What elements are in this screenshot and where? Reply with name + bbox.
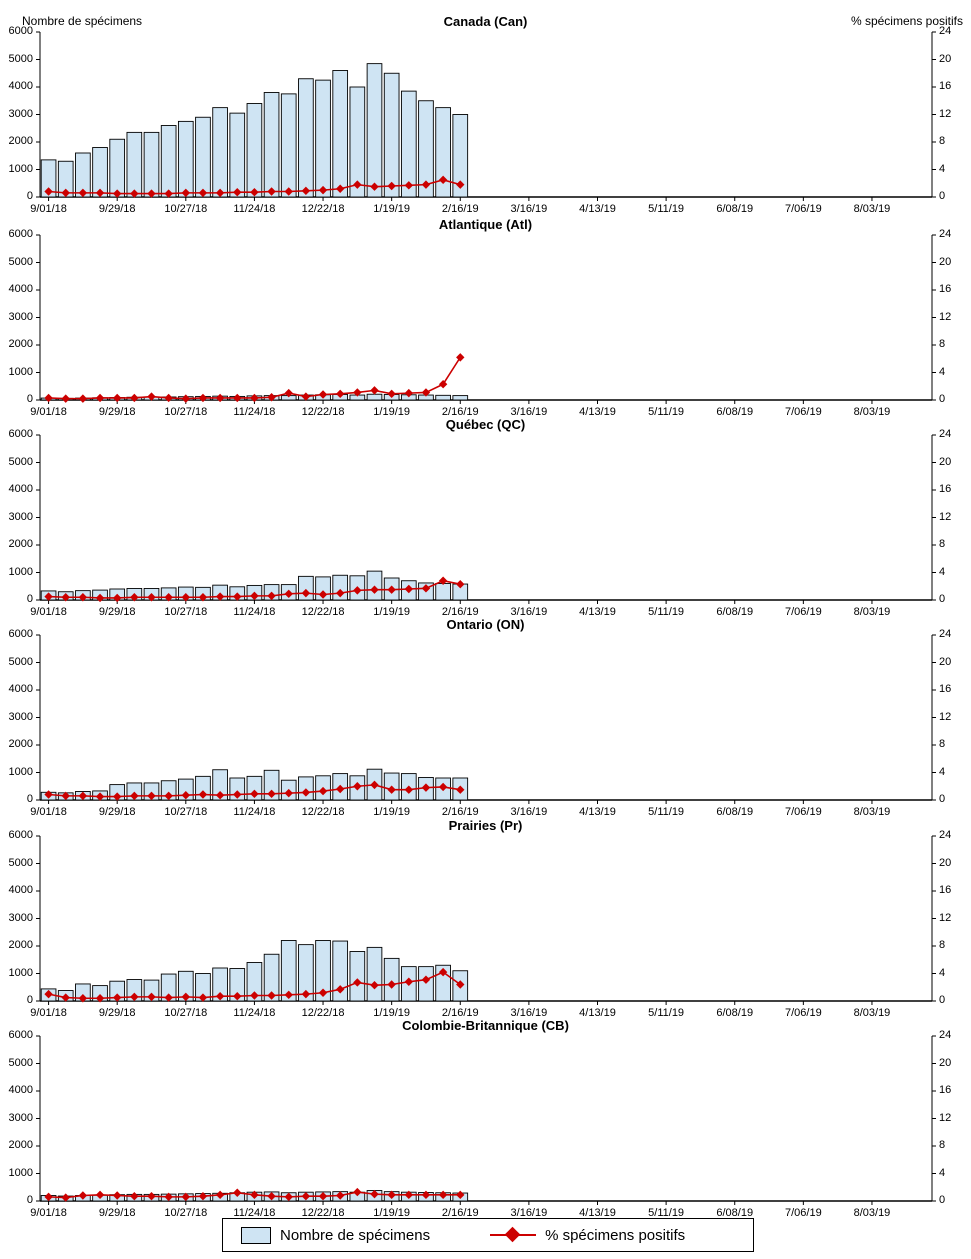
x-axis-tick: 11/24/18 xyxy=(233,203,276,215)
data-point-marker xyxy=(130,394,138,402)
y-axis-right-tick: 4 xyxy=(939,1166,946,1179)
y-axis-left-tick: 1000 xyxy=(8,162,33,175)
chart-panel xyxy=(0,1018,971,1218)
x-axis-tick: 12/22/18 xyxy=(301,806,345,818)
y-axis-right-tick: 8 xyxy=(939,135,946,147)
x-axis-tick: 3/16/19 xyxy=(510,606,548,618)
x-axis-tick: 2/16/19 xyxy=(441,806,479,818)
bar xyxy=(333,71,348,198)
chart-panel xyxy=(0,818,971,1018)
bar xyxy=(384,958,399,1001)
x-axis-tick: 8/03/19 xyxy=(853,203,891,215)
x-axis-tick: 6/08/19 xyxy=(716,1007,754,1019)
y-axis-left-tick: 4000 xyxy=(8,283,33,295)
y-axis-right-tick: 12 xyxy=(939,107,952,120)
plot-area xyxy=(0,417,971,617)
data-point-marker xyxy=(96,394,104,402)
x-axis-tick: 11/24/18 xyxy=(233,806,276,818)
y-axis-right-tick: 16 xyxy=(939,80,952,92)
x-axis-tick: 11/24/18 xyxy=(233,606,276,618)
bar xyxy=(367,64,382,197)
bar xyxy=(196,117,211,197)
x-axis-tick: 1/19/19 xyxy=(373,1007,410,1019)
x-axis-tick: 4/13/19 xyxy=(579,1007,616,1019)
x-axis-tick: 9/29/18 xyxy=(98,203,136,215)
y-axis-left-tick: 3000 xyxy=(8,107,33,120)
x-axis-tick: 9/29/18 xyxy=(98,406,136,418)
y-axis-right-tick: 20 xyxy=(939,455,952,468)
y-axis-right-tick: 0 xyxy=(939,393,946,405)
y-axis-right-tick: 24 xyxy=(939,628,952,640)
data-point-marker xyxy=(182,394,190,402)
bar xyxy=(230,113,245,197)
x-axis-tick: 7/06/19 xyxy=(784,1007,822,1019)
x-axis-tick: 2/16/19 xyxy=(441,606,479,618)
x-axis-tick: 9/29/18 xyxy=(98,606,136,618)
x-axis-tick: 10/27/18 xyxy=(164,806,208,818)
plot-area xyxy=(0,14,971,214)
x-axis-tick: 4/13/19 xyxy=(579,1207,616,1219)
bar xyxy=(453,396,468,400)
x-axis-tick: 12/22/18 xyxy=(301,1207,345,1219)
y-axis-right-tick: 24 xyxy=(939,25,952,37)
y-axis-left-tick: 1000 xyxy=(8,765,33,778)
data-point-marker xyxy=(44,394,52,402)
y-axis-left-tick: 4000 xyxy=(8,683,33,695)
x-axis-tick: 10/27/18 xyxy=(164,203,208,215)
y-axis-left-title: Nombre de spécimens xyxy=(22,14,143,28)
bar xyxy=(384,73,399,197)
x-axis-tick: 8/03/19 xyxy=(853,406,891,418)
y-axis-right-tick: 16 xyxy=(939,483,952,495)
y-axis-left-tick: 1000 xyxy=(8,565,33,578)
plot-area xyxy=(0,217,971,417)
x-axis-tick: 1/19/19 xyxy=(373,606,410,618)
bar xyxy=(144,132,159,197)
x-axis-tick: 2/16/19 xyxy=(441,406,479,418)
x-axis-tick: 2/16/19 xyxy=(441,1007,479,1019)
bar xyxy=(367,947,382,1001)
y-axis-right-tick: 12 xyxy=(939,510,952,523)
chart-panel xyxy=(0,617,971,817)
y-axis-left-tick: 6000 xyxy=(8,829,33,841)
x-axis-tick: 8/03/19 xyxy=(853,1207,891,1219)
x-axis-tick: 7/06/19 xyxy=(784,203,822,215)
y-axis-right-tick: 20 xyxy=(939,655,952,668)
y-axis-right-tick: 0 xyxy=(939,593,946,605)
y-axis-left-tick: 4000 xyxy=(8,483,33,495)
panel-title: Prairies (Pr) xyxy=(448,818,523,833)
x-axis-tick: 8/03/19 xyxy=(853,1007,891,1019)
bar xyxy=(436,395,451,400)
x-axis-tick: 7/06/19 xyxy=(784,406,822,418)
y-axis-right-tick: 24 xyxy=(939,228,952,240)
data-point-marker xyxy=(233,394,241,402)
legend-bars-label: Nombre de spécimens xyxy=(280,1226,431,1244)
y-axis-left-tick: 5000 xyxy=(8,255,33,268)
y-axis-left-tick: 0 xyxy=(26,1194,33,1206)
x-axis-tick: 9/29/18 xyxy=(98,806,136,818)
bar xyxy=(213,108,228,197)
x-axis-tick: 3/16/19 xyxy=(510,1007,548,1019)
y-axis-left-tick: 3000 xyxy=(8,710,33,723)
y-axis-right-tick: 20 xyxy=(939,856,952,869)
x-axis-tick: 3/16/19 xyxy=(510,1207,548,1219)
y-axis-right-tick: 4 xyxy=(939,966,946,979)
y-axis-right-tick: 8 xyxy=(939,939,946,951)
y-axis-right-tick: 16 xyxy=(939,683,952,695)
x-axis-tick: 9/01/18 xyxy=(30,406,67,418)
y-axis-right-tick: 8 xyxy=(939,738,946,750)
x-axis-tick: 11/24/18 xyxy=(233,1207,276,1219)
x-axis-tick: 3/16/19 xyxy=(510,203,548,215)
panel-title: Atlantique (Atl) xyxy=(438,217,533,232)
x-axis-tick: 9/29/18 xyxy=(98,1207,136,1219)
y-axis-left-tick: 4000 xyxy=(8,884,33,896)
data-point-marker xyxy=(79,394,87,402)
data-point-marker xyxy=(199,394,207,402)
x-axis-tick: 6/08/19 xyxy=(716,203,754,215)
y-axis-left-tick: 2000 xyxy=(8,738,33,750)
plot-area xyxy=(0,1018,971,1218)
y-axis-right-tick: 24 xyxy=(939,428,952,440)
x-axis-tick: 7/06/19 xyxy=(784,606,822,618)
x-axis-tick: 9/01/18 xyxy=(30,806,67,818)
x-axis-tick: 5/11/19 xyxy=(648,806,685,818)
y-axis-right-tick: 16 xyxy=(939,884,952,896)
y-axis-left-tick: 3000 xyxy=(8,310,33,323)
y-axis-left-tick: 3000 xyxy=(8,510,33,523)
y-axis-left-tick: 1000 xyxy=(8,966,33,979)
chart-legend xyxy=(0,1218,971,1252)
panel-title: Québec (QC) xyxy=(445,417,526,432)
bar xyxy=(127,132,142,197)
y-axis-right-tick: 8 xyxy=(939,338,946,350)
y-axis-left-tick: 0 xyxy=(26,793,33,805)
bar xyxy=(178,121,193,197)
y-axis-left-tick: 1000 xyxy=(8,365,33,378)
x-axis-tick: 11/24/18 xyxy=(233,406,276,418)
line-marker-icon xyxy=(490,1228,536,1242)
x-axis-tick: 2/16/19 xyxy=(441,1207,479,1219)
panel-title: Ontario (ON) xyxy=(446,617,525,632)
legend-item-bars xyxy=(223,1227,430,1244)
x-axis-tick: 9/01/18 xyxy=(30,1207,67,1219)
bar xyxy=(247,104,262,198)
y-axis-right-tick: 12 xyxy=(939,1111,952,1124)
y-axis-left-tick: 6000 xyxy=(8,25,33,37)
y-axis-left-tick: 5000 xyxy=(8,455,33,468)
x-axis-tick: 5/11/19 xyxy=(648,606,685,618)
x-axis-tick: 1/19/19 xyxy=(373,806,410,818)
y-axis-right-tick: 20 xyxy=(939,255,952,268)
x-axis-tick: 5/11/19 xyxy=(648,1007,685,1019)
x-axis-tick: 7/06/19 xyxy=(784,806,822,818)
x-axis-tick: 9/01/18 xyxy=(30,606,67,618)
y-axis-right-tick: 8 xyxy=(939,538,946,550)
data-point-marker xyxy=(113,394,121,402)
x-axis-tick: 9/01/18 xyxy=(30,1007,67,1019)
x-axis-tick: 4/13/19 xyxy=(579,606,616,618)
y-axis-right-tick: 0 xyxy=(939,793,946,805)
x-axis-tick: 12/22/18 xyxy=(301,203,345,215)
x-axis-tick: 1/19/19 xyxy=(373,203,410,215)
bar xyxy=(110,139,125,197)
y-axis-left-tick: 5000 xyxy=(8,655,33,668)
y-axis-right-tick: 24 xyxy=(939,1029,952,1041)
x-axis-tick: 12/22/18 xyxy=(301,406,345,418)
x-axis-tick: 7/06/19 xyxy=(784,1207,822,1219)
x-axis-tick: 2/16/19 xyxy=(441,203,479,215)
y-axis-right-tick: 0 xyxy=(939,994,946,1006)
data-point-marker xyxy=(439,380,447,388)
data-point-marker xyxy=(216,394,224,402)
y-axis-left-tick: 0 xyxy=(26,393,33,405)
y-axis-left-tick: 2000 xyxy=(8,338,33,350)
x-axis-tick: 5/11/19 xyxy=(648,1207,685,1219)
y-axis-left-tick: 1000 xyxy=(8,1166,33,1179)
x-axis-tick: 8/03/19 xyxy=(853,806,891,818)
bar xyxy=(299,79,314,197)
data-point-marker xyxy=(456,353,464,361)
y-axis-right-tick: 16 xyxy=(939,1084,952,1096)
data-point-marker xyxy=(164,394,172,402)
y-axis-right-title: % spécimens positifs xyxy=(850,14,963,28)
panel-title: Colombie-Britannique (CB) xyxy=(402,1018,569,1033)
y-axis-right-tick: 20 xyxy=(939,52,952,65)
legend-item-line xyxy=(430,1227,685,1244)
x-axis-tick: 11/24/18 xyxy=(233,1007,276,1019)
x-axis-tick: 5/11/19 xyxy=(648,406,685,418)
y-axis-left-tick: 3000 xyxy=(8,1111,33,1124)
chart-panel xyxy=(0,217,971,417)
y-axis-left-tick: 0 xyxy=(26,190,33,202)
y-axis-right-tick: 0 xyxy=(939,1194,946,1206)
data-point-marker xyxy=(62,394,70,402)
y-axis-left-tick: 0 xyxy=(26,994,33,1006)
bar xyxy=(316,80,331,197)
y-axis-left-tick: 6000 xyxy=(8,428,33,440)
legend-line-label: % spécimens positifs xyxy=(545,1226,686,1244)
y-axis-left-tick: 2000 xyxy=(8,538,33,550)
x-axis-tick: 12/22/18 xyxy=(301,1007,345,1019)
y-axis-right-tick: 12 xyxy=(939,911,952,924)
x-axis-tick: 4/13/19 xyxy=(579,406,616,418)
y-axis-right-tick: 12 xyxy=(939,710,952,723)
x-axis-tick: 3/16/19 xyxy=(510,806,548,818)
x-axis-tick: 4/13/19 xyxy=(579,806,616,818)
bar xyxy=(436,584,451,601)
y-axis-left-tick: 2000 xyxy=(8,939,33,951)
y-axis-right-tick: 4 xyxy=(939,162,946,175)
chart-panel xyxy=(0,14,971,214)
y-axis-left-tick: 6000 xyxy=(8,228,33,240)
percent-positive-line xyxy=(49,357,461,398)
bar xyxy=(161,126,176,198)
y-axis-right-tick: 8 xyxy=(939,1139,946,1151)
x-axis-tick: 10/27/18 xyxy=(164,1207,208,1219)
x-axis-tick: 8/03/19 xyxy=(853,606,891,618)
data-point-marker xyxy=(370,386,378,394)
x-axis-tick: 4/13/19 xyxy=(579,203,616,215)
y-axis-right-tick: 12 xyxy=(939,310,952,323)
y-axis-left-tick: 5000 xyxy=(8,1056,33,1069)
x-axis-tick: 10/27/18 xyxy=(164,606,208,618)
data-point-marker xyxy=(250,394,258,402)
y-axis-right-tick: 24 xyxy=(939,829,952,841)
y-axis-left-tick: 6000 xyxy=(8,628,33,640)
plot-area xyxy=(0,617,971,817)
x-axis-tick: 3/16/19 xyxy=(510,406,548,418)
bar xyxy=(281,94,296,197)
x-axis-tick: 1/19/19 xyxy=(373,406,410,418)
y-axis-left-tick: 0 xyxy=(26,593,33,605)
bar xyxy=(264,93,279,198)
x-axis-tick: 6/08/19 xyxy=(716,606,754,618)
bar xyxy=(350,952,365,1002)
bar-swatch-icon xyxy=(241,1227,271,1244)
x-axis-tick: 6/08/19 xyxy=(716,406,754,418)
y-axis-right-tick: 16 xyxy=(939,283,952,295)
x-axis-tick: 10/27/18 xyxy=(164,1007,208,1019)
y-axis-left-tick: 2000 xyxy=(8,135,33,147)
y-axis-right-tick: 0 xyxy=(939,190,946,202)
plot-area xyxy=(0,818,971,1018)
y-axis-left-tick: 4000 xyxy=(8,1084,33,1096)
y-axis-left-tick: 5000 xyxy=(8,856,33,869)
y-axis-left-tick: 2000 xyxy=(8,1139,33,1151)
y-axis-left-tick: 6000 xyxy=(8,1029,33,1041)
x-axis-tick: 1/19/19 xyxy=(373,1207,410,1219)
x-axis-tick: 9/01/18 xyxy=(30,203,67,215)
y-axis-right-tick: 20 xyxy=(939,1056,952,1069)
y-axis-right-tick: 4 xyxy=(939,365,946,378)
panel-title: Canada (Can) xyxy=(443,14,528,29)
y-axis-left-tick: 3000 xyxy=(8,911,33,924)
bar xyxy=(367,394,382,400)
x-axis-tick: 9/29/18 xyxy=(98,1007,136,1019)
y-axis-left-tick: 5000 xyxy=(8,52,33,65)
chart-panel xyxy=(0,417,971,617)
y-axis-right-tick: 4 xyxy=(939,565,946,578)
x-axis-tick: 6/08/19 xyxy=(716,806,754,818)
x-axis-tick: 10/27/18 xyxy=(164,406,208,418)
y-axis-right-tick: 4 xyxy=(939,765,946,778)
y-axis-left-tick: 4000 xyxy=(8,80,33,92)
x-axis-tick: 12/22/18 xyxy=(301,606,345,618)
x-axis-tick: 6/08/19 xyxy=(716,1207,754,1219)
x-axis-tick: 5/11/19 xyxy=(648,203,685,215)
